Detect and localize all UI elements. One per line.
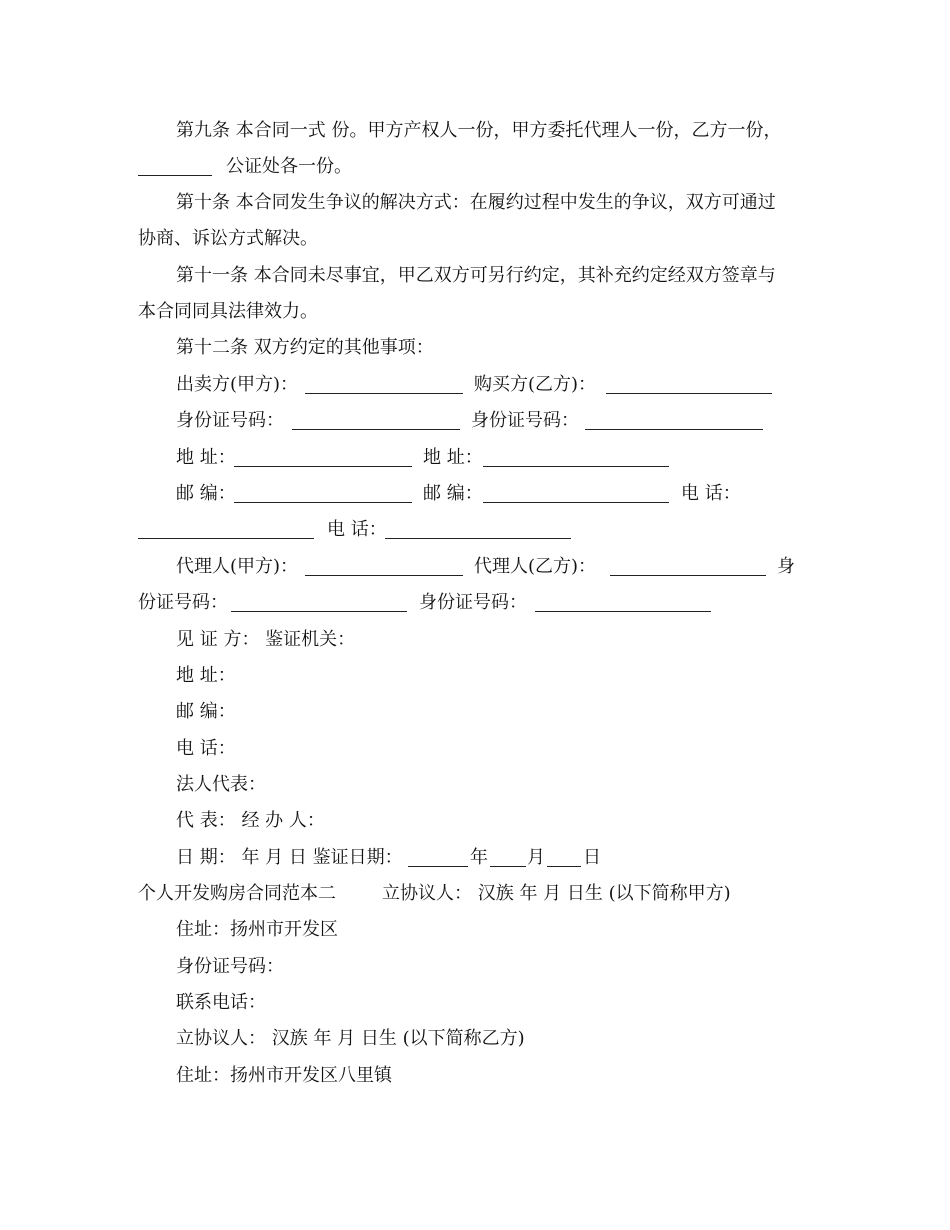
text-segment: 住址：扬州市开发区: [176, 919, 338, 940]
text-segment: 代 表： 经 办 人：: [176, 810, 325, 831]
fill-in-blank: [585, 429, 763, 430]
section-title: 个人开发购房合同范本二: [138, 883, 336, 904]
fill-in-blank: [606, 393, 772, 394]
text-segment: 日: [583, 847, 601, 868]
article-11-line-2: [0, 294, 950, 330]
witness-address-line: [0, 658, 950, 694]
agent-id-line: [0, 585, 950, 621]
label-id: 身份证号码：: [471, 410, 579, 431]
text-segment: 协商、诉讼方式解决。: [138, 228, 318, 249]
text-segment: 第十一条 本合同未尽事宜，甲乙双方可另行约定，其补充约定经双方签章与: [176, 265, 776, 286]
fill-in-blank: [610, 575, 766, 576]
label-address: 地 址：: [176, 447, 236, 468]
fill-in-blank: [231, 611, 407, 612]
postcode-line: [0, 476, 950, 512]
label-id: 身份证号码：: [176, 410, 284, 431]
witness-line: [0, 622, 950, 658]
label-agent-a: 代理人(甲方)：: [176, 556, 299, 577]
fill-in-blank: [408, 866, 468, 867]
label-address: 地 址：: [423, 447, 483, 468]
text-segment: 第十条 本合同发生争议的解决方式：在履约过程中发生的争议，双方可通过: [176, 192, 776, 213]
fill-in-blank: [535, 611, 711, 612]
text-segment: 见 证 方： 鉴证机关：: [176, 629, 356, 650]
fill-in-blank: [483, 466, 669, 467]
text-segment: 身份证号码：: [176, 956, 284, 977]
text-segment: 住址：扬州市开发区八里镇: [176, 1065, 392, 1086]
party-a-phone-line: [0, 985, 950, 1021]
text-segment: 公证处各一份。: [226, 156, 352, 177]
article-9-line-2: [0, 149, 950, 185]
fill-in-blank: [490, 866, 526, 867]
section-heading-line: [0, 876, 950, 912]
text-segment: 立协议人： 汉族 年 月 日生 (以下简称甲方): [382, 883, 731, 904]
fill-in-blank: [483, 502, 669, 503]
article-12-heading: [0, 330, 950, 366]
article-9-line-1: [0, 113, 950, 149]
agent-line: [0, 549, 950, 585]
date-line: [0, 840, 950, 876]
fill-in-blank: [292, 429, 460, 430]
fill-in-blank: [305, 575, 463, 576]
party-a-id-line: [0, 949, 950, 985]
fill-in-blank: [385, 538, 571, 539]
address-line: [0, 440, 950, 476]
label-seller: 出卖方(甲方)：: [176, 374, 299, 395]
label-postcode: 邮 编：: [176, 483, 236, 504]
text-segment: 年: [470, 847, 488, 868]
text-segment: 本合同同具法律效力。: [138, 301, 318, 322]
text-segment: 电 话：: [176, 738, 236, 759]
text-segment: 日 期： 年 月 日 鉴证日期：: [176, 847, 403, 868]
article-11-line-1: [0, 258, 950, 294]
id-number-line: [0, 403, 950, 439]
text-segment: 法人代表：: [176, 774, 266, 795]
text-segment: 第九条 本合同一式 份。甲方产权人一份，甲方委托代理人一份，乙方一份，: [176, 120, 782, 141]
seller-buyer-line: [0, 367, 950, 403]
text-segment: 身: [777, 556, 795, 577]
phone-line: [0, 512, 950, 548]
label-buyer: 购买方(乙方)：: [474, 374, 597, 395]
article-10-line-2: [0, 221, 950, 257]
text-segment: 地 址：: [176, 665, 236, 686]
party-a-address-line: [0, 912, 950, 948]
label-id: 份证号码：: [138, 592, 228, 613]
label-postcode: 邮 编：: [423, 483, 483, 504]
fill-in-blank: [305, 393, 463, 394]
witness-postcode-line: [0, 694, 950, 730]
text-segment: 邮 编：: [176, 701, 236, 722]
article-10-line-1: [0, 185, 950, 221]
party-b-line: [0, 1021, 950, 1057]
fill-in-blank: [138, 538, 314, 539]
label-id: 身份证号码：: [419, 592, 527, 613]
fill-in-blank: [234, 502, 412, 503]
text-segment: 第十二条 双方约定的其他事项：: [176, 337, 434, 358]
label-agent-b: 代理人(乙方)：: [474, 556, 597, 577]
text-segment: 月: [527, 847, 545, 868]
witness-phone-line: [0, 731, 950, 767]
representative-line: [0, 803, 950, 839]
label-phone: 电 话：: [327, 519, 387, 540]
fill-in-blank: [138, 175, 212, 176]
text-segment: 联系电话：: [176, 992, 266, 1013]
fill-in-blank: [547, 866, 581, 867]
party-b-address-line: [0, 1058, 950, 1094]
legal-rep-line: [0, 767, 950, 803]
text-segment: 立协议人： 汉族 年 月 日生 (以下简称乙方): [176, 1028, 525, 1049]
label-phone: 电 话：: [681, 483, 741, 504]
fill-in-blank: [234, 466, 412, 467]
